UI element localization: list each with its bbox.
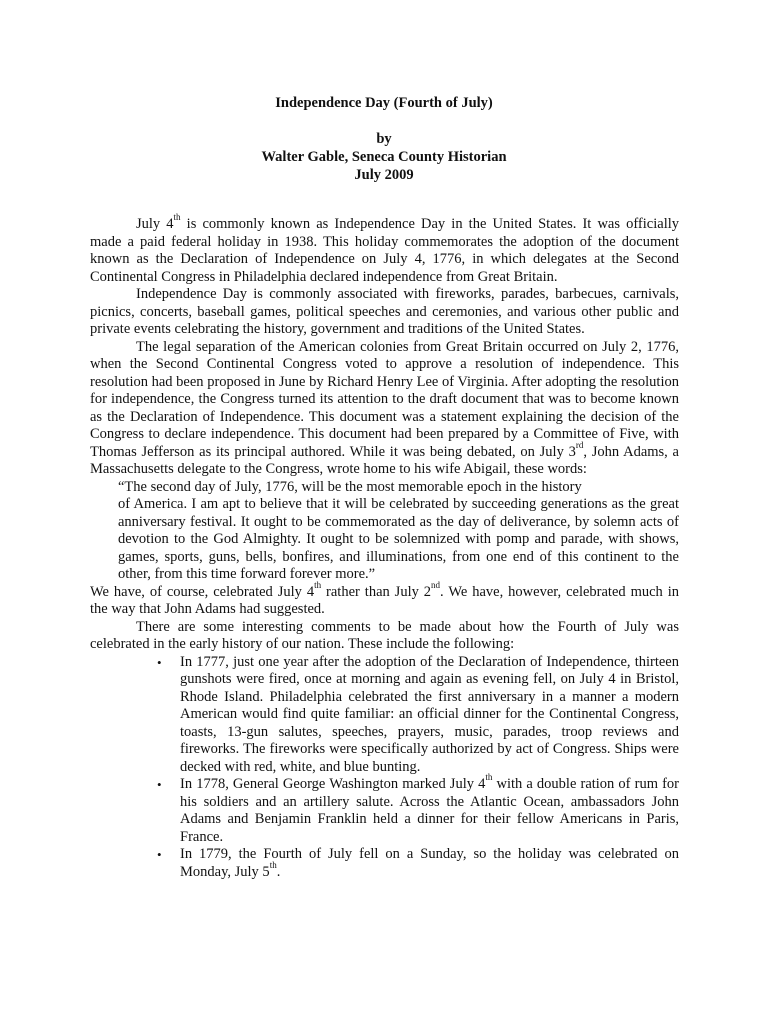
bullet-icon: •: [157, 654, 162, 670]
bullet-icon: •: [157, 777, 162, 792]
text-run: , John Adams, a Massachusetts delegate to the Congress, wrote home to his wife Abigail, these words:: [90, 443, 679, 477]
document-header: [0, 94, 768, 184]
superscript: th: [485, 772, 493, 783]
superscript: th: [269, 859, 277, 870]
paragraph-4: [90, 579, 679, 619]
text-run: with a double ration of rum for his soldiers and an artillery salute. Across the Atlantic Ocean, ambassadors John Adams and Benjamin Franklin held a dinner for their fellow Americans in Paris, France.: [180, 776, 679, 845]
bullet-item-1779: [157, 846, 679, 881]
superscript: th: [173, 212, 181, 223]
document-body: [90, 212, 679, 881]
text-run: July 4: [136, 216, 174, 232]
superscript: th: [314, 579, 322, 590]
bullet-list: [90, 654, 679, 882]
text-run: In 1779, the Fourth of July fell on a Sunday, so the holiday was celebrated on Monday, July 5: [180, 846, 679, 880]
byline-by: by: [376, 131, 392, 147]
text-run: In 1777, just one year after the adoption of the Declaration of Independence, thirteen gunshots were fired, once at morning and again as evening fell, on July 4 in Bristol, Rhode Island. Philadelphia celebrated the first anniversary in a manner a modern American would find quite familiar: an official dinner for the Continental Congress, toasts, 13-gun salutes, speeches, prayers, music, parades, troop reviews and fireworks. The fireworks were specifically authorized by act of Congress. Ships were decked with red, white, and blue bunting.: [180, 653, 679, 775]
text-run: We have, of course, celebrated July 4: [90, 583, 315, 600]
paragraph-5: There are some interesting comments to be made about how the Fourth of July was celebrated in the early history of our nation. These include the following:: [90, 618, 679, 652]
text-run: . We have, however, celebrated much in the way that John Adams had suggested.: [90, 583, 679, 617]
text-run: rather than July 2: [321, 583, 432, 600]
superscript: nd: [431, 579, 441, 590]
quote-body: of America. I am apt to believe that it will be celebrated by succeeding generations as the great anniversary festival. It ought to be commemorated as the day of deliverance, by solemn acts of devotion to the God Almighty. It ought to be solemnized with pomp and parade, with shows, games, sports, guns, bells, bonfires, and illuminations, from one end of this continent to the other, from this time forward forever more.”: [118, 496, 679, 582]
bullet-item-1778: [157, 772, 679, 846]
paragraph-2: Independence Day is commonly associated with fireworks, parades, barbecues, carnivals, picnics, concerts, baseball games, political speeches and ceremonies, and various other public and private events celebrating the history, government and traditions of the United States.: [90, 286, 679, 337]
text-run: In 1778, General George Washington marked July 4: [180, 776, 486, 792]
paragraph-1: [90, 212, 679, 286]
text-run: .: [276, 863, 281, 880]
superscript: rd: [575, 439, 584, 450]
date-line: July 2009: [354, 167, 414, 183]
text-run: is commonly known as Independence Day in the United States. It was officially made a paid federal holiday in 1938. This holiday commemorates the adoption of the document known as the Declaration of Independence on July 4, 1776, in which delegates at the Second Continental Congress in Philadelphia declared independence from Great Britain.: [90, 216, 679, 285]
text-run: The legal separation of the American colonies from Great Britain occurred on July 2, 1776, when the Second Continental Congress voted to approve a resolution of independence. This resolution had been proposed in June by Richard Henry Lee of Virginia. After adopting the resolution for independence, the Congress turned its attention to the draft document that was to become known as the Declaration of Independence. This document was a statement explaining the decision of the Congress to declare independence. This document had been prepared by a Committee of Five, with Thomas Jefferson as its principal authored. While it was being debated, on July 3: [90, 338, 679, 460]
document-title: Independence Day (Fourth of July): [275, 95, 493, 111]
quote-first-line: “The second day of July, 1776, will be the most memorable epoch in the history: [118, 478, 582, 495]
paragraph-3: [90, 339, 679, 479]
author-line: Walter Gable, Seneca County Historian: [261, 149, 507, 165]
bullet-icon: •: [157, 847, 162, 862]
bullet-item-1777: [157, 653, 679, 777]
